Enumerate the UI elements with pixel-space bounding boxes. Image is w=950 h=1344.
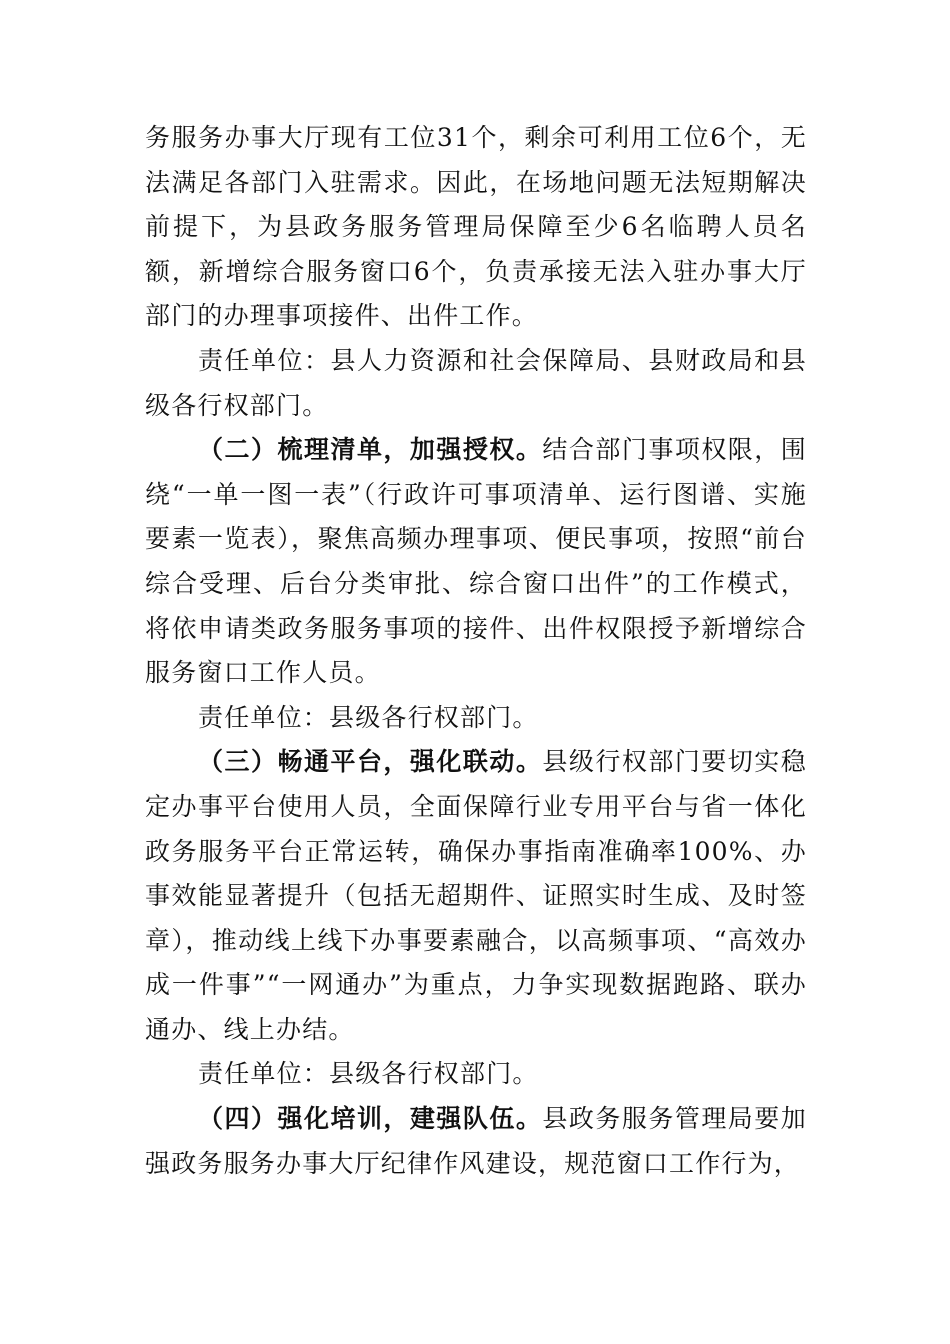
section-two-heading: （二）梳理清单，加强授权。 [198, 435, 543, 465]
paragraph-responsible-units-3: 责任单位：县级各行权部门。 [198, 1059, 539, 1089]
paragraph-responsible-units-2: 责任单位：县级各行权部门。 [198, 702, 539, 732]
section-four-body: 县政务服务管理局要加强政务服务办事大厅纪律作风建设，规范窗口工作行为， [145, 1104, 807, 1178]
section-two [145, 428, 807, 696]
section-three [145, 740, 807, 1052]
paragraph-responsible-units-1: 责任单位：县人力资源和社会保障局、县财政局和县级各行权部门。 [145, 345, 807, 420]
section-two-body: 结合部门事项权限，围绕“一单一图一表”（行政许可事项清单、运行图谱、实施要素一览表），聚焦高频办理事项、便民事项，按照“前台综合受理、后台分类审批、综合窗口出件”的工作模式，将依申请类政务服务事项的接件、出件权限授予新增综合服务窗口工作人员。 [145, 435, 807, 688]
document-body [145, 116, 807, 1186]
section-four [145, 1097, 807, 1186]
paragraph-workstations: 务服务办事大厅现有工位31个，剩余可利用工位6个，无法满足各部门入驻需求。因此，在场地问题无法短期解决前提下，为县政务服务管理局保障至少6名临聘人员名额，新增综合服务窗口6个，负责承接无法入驻办事大厅部门的办理事项接件、出件工作。 [145, 123, 807, 331]
section-three-body: 县级行权部门要切实稳定办事平台使用人员，全面保障行业专用平台与省一体化政务服务平台正常运转，确保办事指南准确率100%、办事效能显著提升（包括无超期件、证照实时生成、及时签章），推动线上线下办事要素融合，以高频事项、“高效办成一件事”“一网通办”为重点，力争实现数据跑路、联办通办、线上办结。 [145, 747, 807, 1044]
section-three-heading: （三）畅通平台，强化联动。 [198, 747, 543, 777]
section-four-heading: （四）强化培训，建强队伍。 [198, 1104, 543, 1134]
